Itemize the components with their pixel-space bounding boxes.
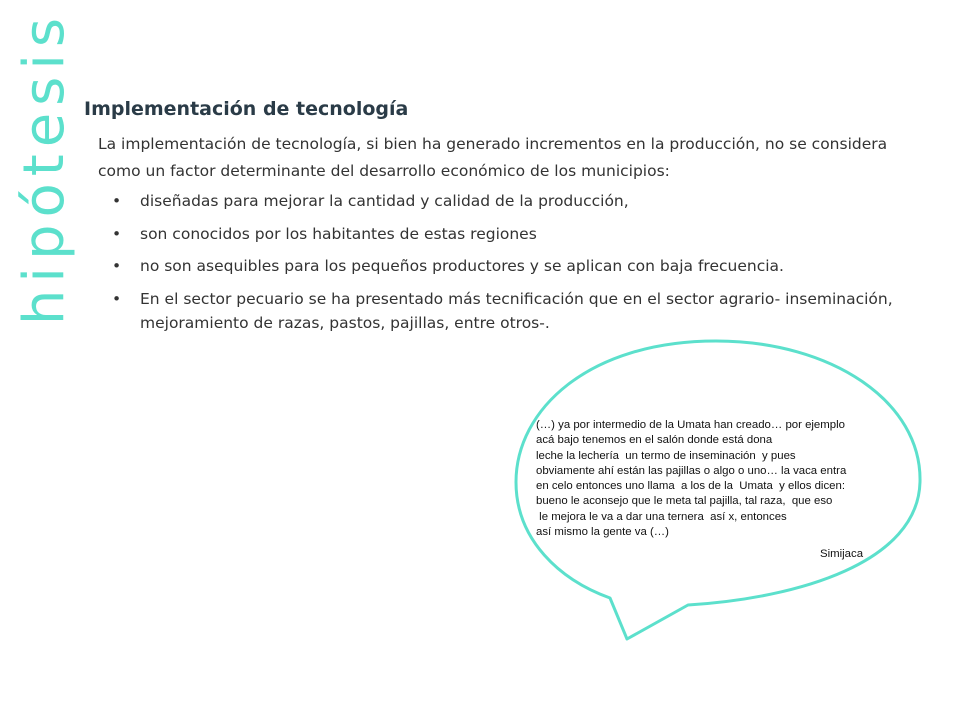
quote-line: acá bajo tenemos en el salón donde está dona (536, 434, 773, 447)
bullet-item: • son conocidos por los habitantes de estas regiones (98, 222, 898, 246)
quote-line: obviamente ahí están las pajillas o algo o uno… la vaca entra (536, 464, 847, 477)
quote-line: en celo entonces uno llama a los de la Umata y ellos dicen: (536, 480, 845, 493)
intro-paragraph: La implementación de tecnología, si bien ha generado incrementos en la producción, no se considera como un factor determinante del desarrollo económico de los municipios: (98, 135, 888, 180)
quote-line: (…) ya por intermedio de la Umata han creado… por ejemplo (536, 419, 845, 431)
quote-line: le mejora le va a dar una ternera así x, entonces (536, 510, 787, 523)
side-title: hipótesis (12, 10, 77, 326)
bullet-item: • no son asequibles para los pequeños productores y se aplican con baja frecuencia. (98, 254, 898, 278)
testimonial-quote (536, 418, 916, 540)
quote-line: bueno le aconsejo que le meta tal pajilla, tal raza, que eso (536, 495, 833, 508)
quote-line: así mismo la gente va (…) (536, 526, 669, 539)
quote-source: Simijaca (820, 548, 864, 560)
bullet-item: • diseñadas para mejorar la cantidad y calidad de la producción, (98, 189, 898, 213)
bullet-item: • En el sector pecuario se ha presentado más tecnificación que en el sector agrario- inseminación, mejoramiento de razas, pastos, pajillas, entre otros-. (98, 287, 898, 335)
quote-line: leche la lechería un termo de inseminación y pues (536, 449, 796, 462)
section-heading: Implementación de tecnología (84, 98, 409, 120)
